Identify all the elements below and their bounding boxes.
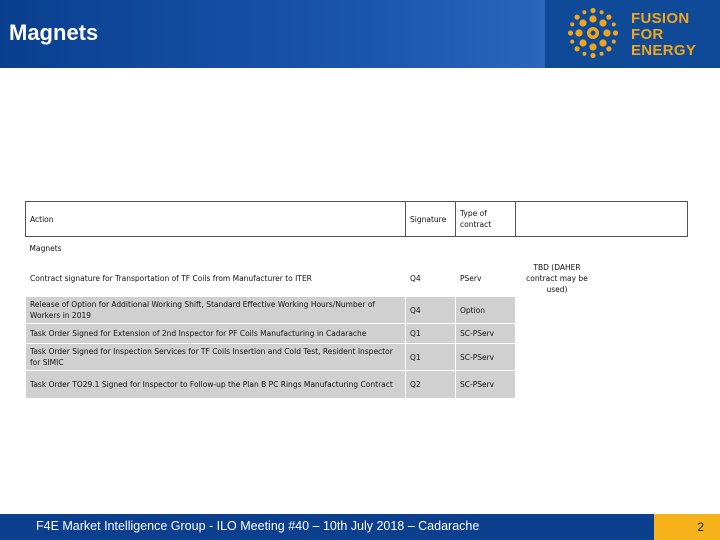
fusion-for-energy-logo [545, 0, 720, 68]
table-header-row [26, 202, 688, 237]
action-cell: Contract signature for Transportation of TF Coils from Manufacturer to ITER [26, 260, 406, 297]
header-bar [0, 0, 720, 68]
sun-logo-icon [567, 7, 619, 59]
page-title: Magnets [9, 20, 99, 45]
table-row [26, 371, 688, 398]
action-cell: Task Order Signed for Extension of 2nd Inspector for PF Coils Manufacturing in Cadarache [26, 324, 406, 344]
signature-cell: Q1 [406, 324, 456, 344]
contract-type-cell: PServ [456, 260, 516, 297]
note-cell [516, 297, 688, 324]
logo-wordmark [631, 11, 696, 59]
logo-word-2: FOR [631, 26, 664, 43]
logo-word-3: ENERGY [631, 42, 697, 59]
table-row [26, 324, 688, 344]
note-box: TBD (DAHER contract may be used) [516, 260, 598, 297]
note-cell [516, 371, 688, 398]
footer-bar [0, 514, 720, 540]
note-cell [516, 344, 688, 371]
actions-table [25, 201, 688, 398]
column-header-action: Action [26, 202, 406, 237]
logo-word-1: FUSION [631, 10, 690, 27]
page-number: 2 [697, 520, 704, 534]
signature-cell: Q4 [406, 260, 456, 297]
column-header-signature: Signature [406, 202, 456, 237]
table-row [26, 297, 688, 324]
table-row [26, 260, 688, 297]
signature-cell: Q2 [406, 371, 456, 398]
contract-type-cell: SC-PServ [456, 324, 516, 344]
page-number-box [654, 514, 720, 540]
section-label: Magnets [26, 237, 688, 260]
section-row [26, 237, 688, 260]
column-header-contract-type: Type of contract [456, 202, 516, 237]
note-cell [516, 324, 688, 344]
contract-type-cell: Option [456, 297, 516, 324]
table-row [26, 344, 688, 371]
action-cell: Release of Option for Additional Working Shift, Standard Effective Working Hours/Number of Workers in 2019 [26, 297, 406, 324]
contract-type-cell: SC-PServ [456, 371, 516, 398]
action-cell: Task Order TO29.1 Signed for Inspector to Follow-up the Plan B PC Rings Manufacturing Contract [26, 371, 406, 398]
column-header-notes [516, 202, 688, 237]
contract-type-cell: SC-PServ [456, 344, 516, 371]
signature-cell: Q4 [406, 297, 456, 324]
action-cell: Task Order Signed for Inspection Services for TF Coils Insertion and Cold Test, Resident Inspector for SIMIC [26, 344, 406, 371]
note-cell [516, 260, 688, 297]
footer-text: F4E Market Intelligence Group - ILO Meeting #40 – 10th July 2018 – Cadarache [36, 519, 480, 533]
signature-cell: Q1 [406, 344, 456, 371]
